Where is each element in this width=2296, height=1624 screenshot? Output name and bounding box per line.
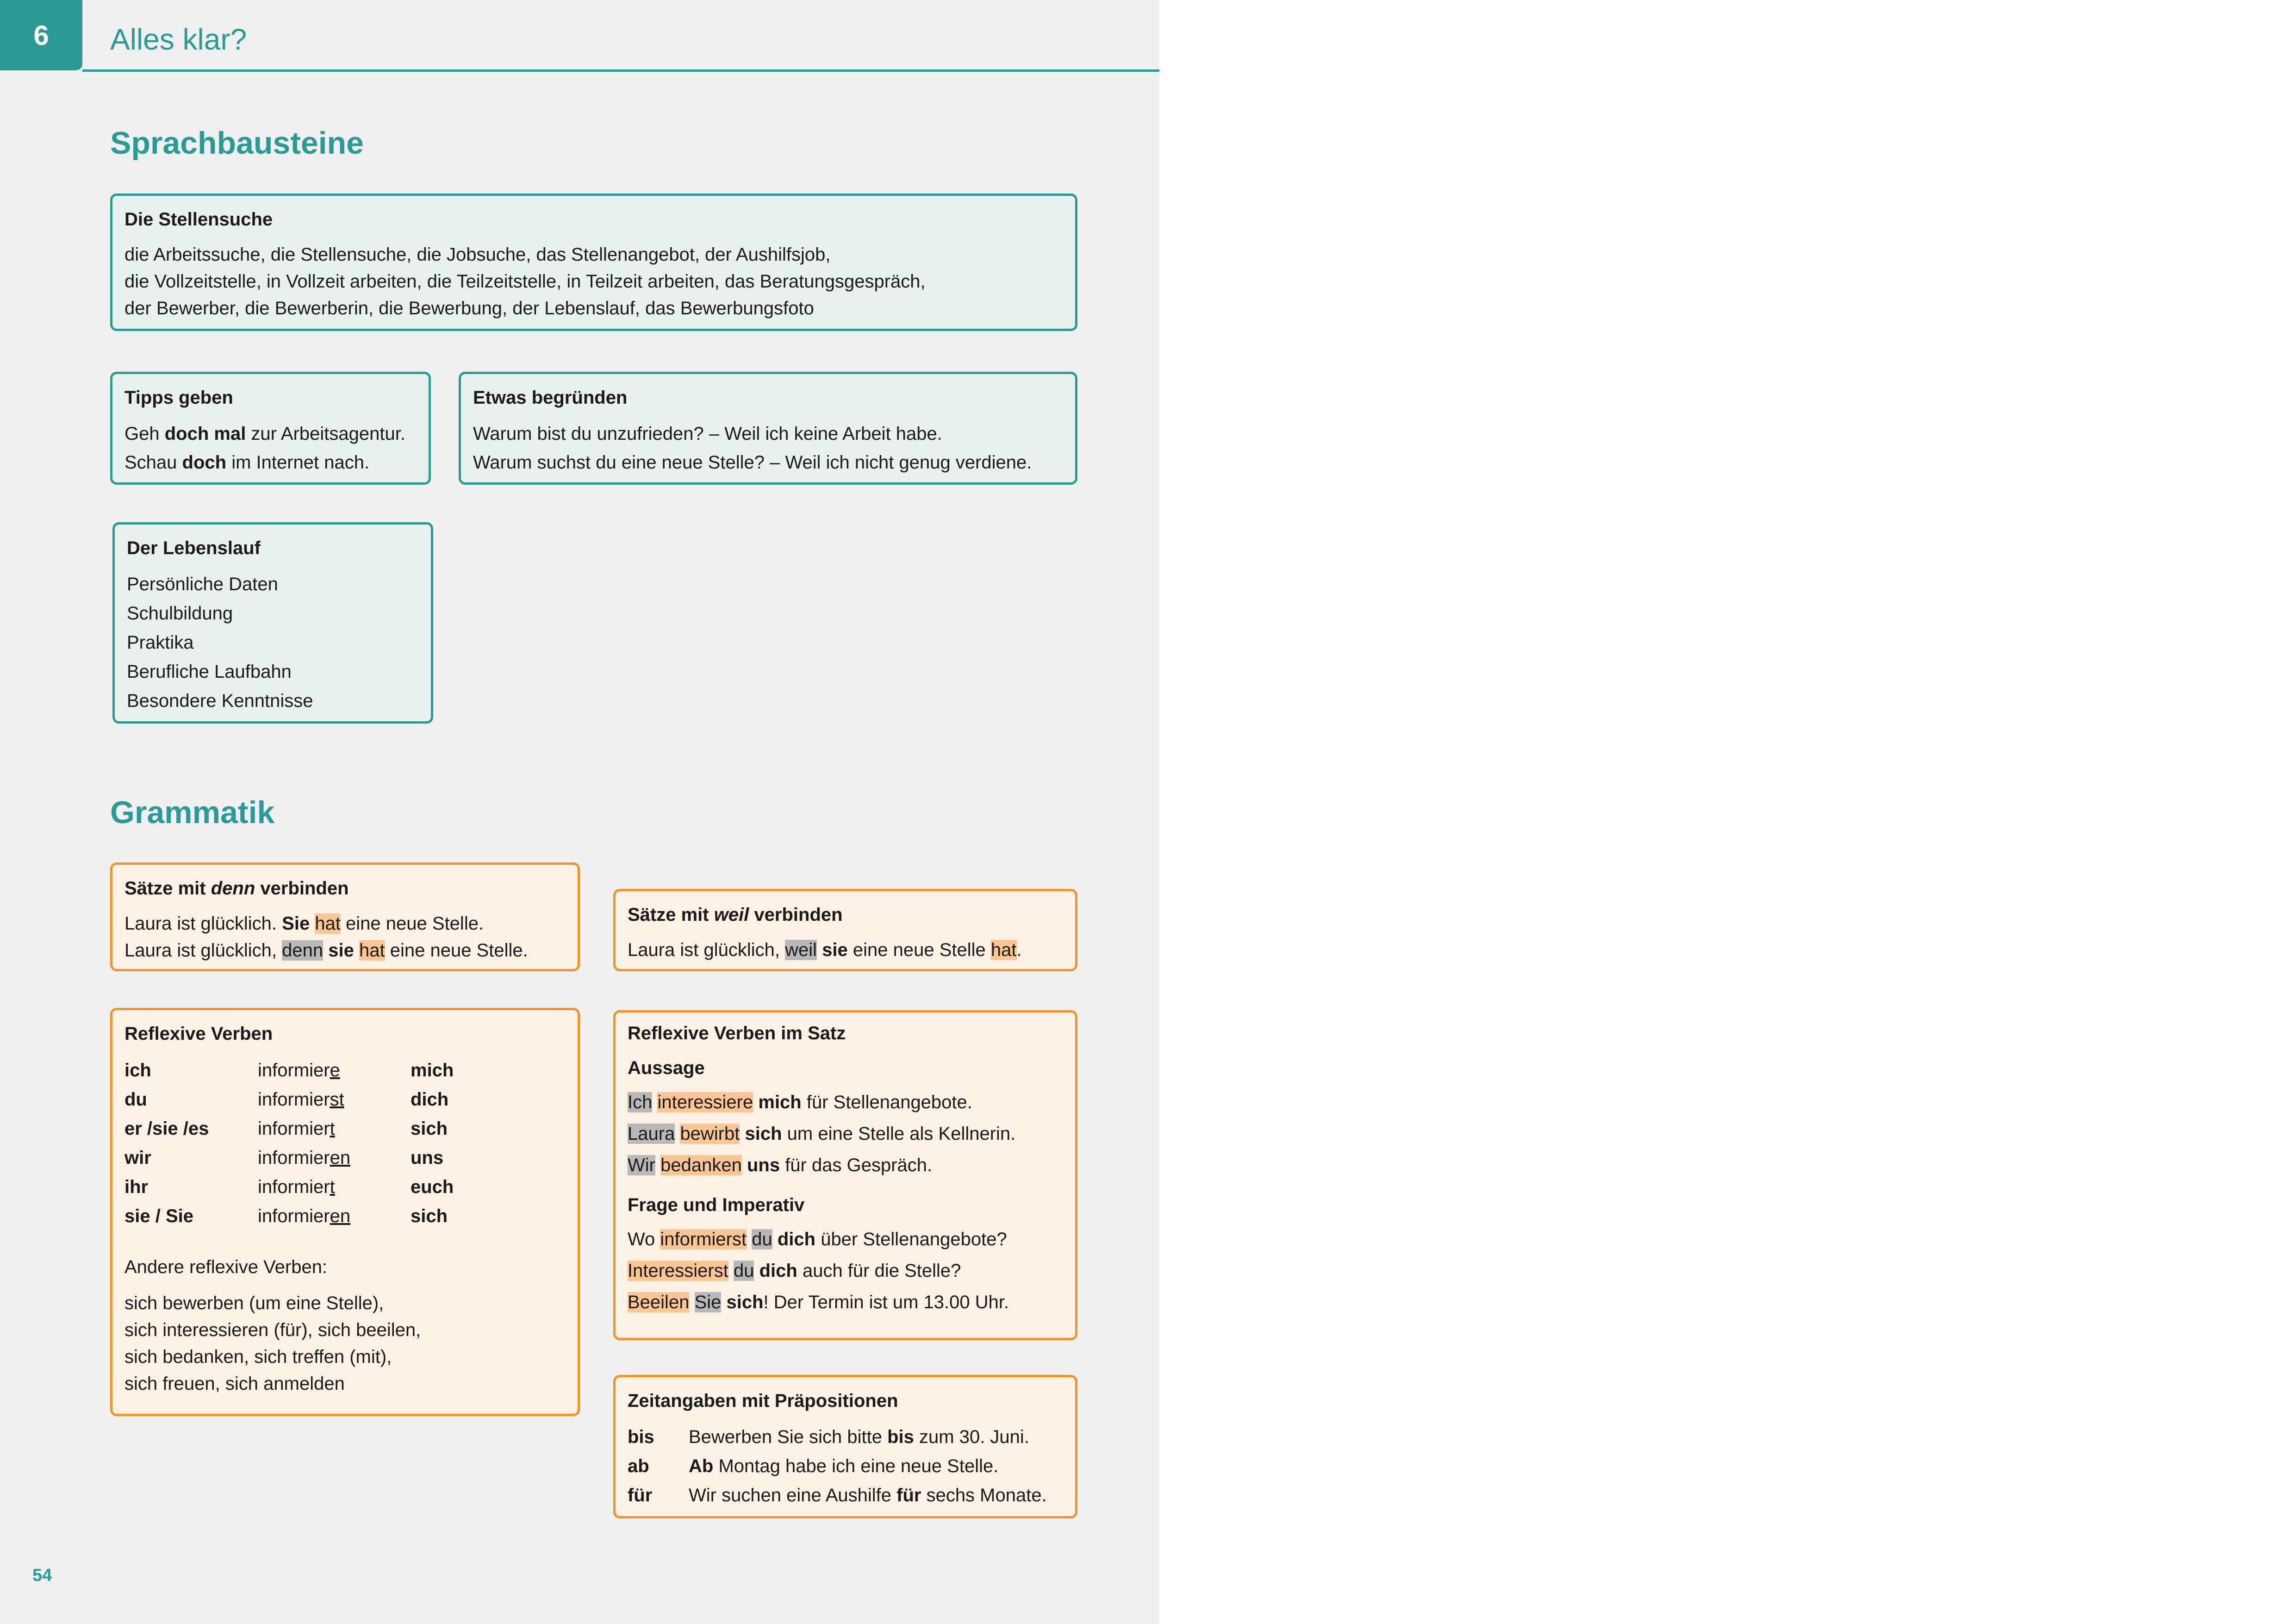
example-line: Laura bewirbt sich um eine Stelle als Kellnerin. (628, 1124, 1016, 1144)
section-title-grammatik: Grammatik (110, 795, 275, 830)
conjugation-row: du informierst dich (124, 1089, 449, 1110)
example-line: Warum bist du unzufrieden? – Weil ich keine Arbeit habe. (473, 424, 942, 444)
list-item: Persönliche Daten (127, 574, 278, 594)
box-tipps-geben (110, 372, 431, 485)
example-line: Laura ist glücklich. Sie hat eine neue Stelle. (124, 913, 484, 934)
box-title: Tipps geben (124, 387, 233, 408)
other-verbs-line: sich bedanken, sich treffen (mit), (124, 1347, 392, 1367)
other-verbs-line: sich interessieren (für), sich beeilen, (124, 1320, 421, 1340)
example-line: Wo informierst du dich über Stellenangebote? (628, 1229, 1007, 1249)
header-divider (82, 69, 1159, 72)
list-item: Berufliche Laufbahn (127, 662, 292, 682)
example-line: Laura ist glücklich, weil sie eine neue Stelle hat. (628, 940, 1022, 960)
conjugation-row: er /sie /es informiert sich (124, 1118, 448, 1139)
example-line: Warum suchst du eine neue Stelle? – Weil ich nicht genug verdiene. (473, 452, 1032, 473)
example-line: Geh doch mal zur Arbeitsagentur. (124, 424, 405, 444)
example-line: Ich interessiere mich für Stellenangebote. (628, 1092, 972, 1112)
example-line: Interessierst du dich auch für die Stelle? (628, 1261, 961, 1281)
box-title: Etwas begründen (473, 387, 628, 408)
section-title-sprachbausteine: Sprachbausteine (110, 125, 364, 161)
box-saetze-weil (613, 889, 1077, 971)
chapter-number: 6 (33, 19, 49, 51)
box-stellensuche (110, 194, 1077, 331)
example-line: Beeilen Sie sich! Der Termin ist um 13.00 Uhr. (628, 1292, 1009, 1312)
box-title: Sätze mit denn verbinden (124, 878, 349, 899)
example-line: Schau doch im Internet nach. (124, 452, 370, 473)
box-lebenslauf (112, 522, 433, 724)
box-title: Reflexive Verben im Satz (628, 1023, 846, 1043)
vocab-line: der Bewerber, die Bewerberin, die Bewerbung, der Lebenslauf, das Bewerbungsfoto (124, 298, 814, 319)
box-title: Der Lebenslauf (127, 538, 261, 558)
conjugation-row: wir informieren uns (124, 1147, 444, 1168)
chapter-title: Alles klar? (110, 23, 247, 56)
subheading-frage: Frage und Imperativ (628, 1195, 805, 1215)
page-number: 54 (32, 1566, 52, 1585)
example-row: für Wir suchen eine Aushilfe für sechs Monate. (628, 1485, 1047, 1505)
example-line: Wir bedanken uns für das Gespräch. (628, 1155, 933, 1175)
vocab-line: die Vollzeitstelle, in Vollzeit arbeiten, die Teilzeitstelle, in Teilzeit arbeiten, das Beratungsgespräch, (124, 271, 926, 292)
conjugation-table (124, 1056, 454, 1230)
box-title: Reflexive Verben (124, 1024, 273, 1044)
box-saetze-denn (110, 862, 580, 971)
other-verbs-line: sich bewerben (um eine Stelle), (124, 1293, 384, 1313)
chapter-number-tab (0, 0, 82, 70)
box-title: Zeitangaben mit Präpositionen (628, 1391, 898, 1411)
example-row: bis Bewerben Sie sich bitte bis zum 30. Juni. (628, 1427, 1029, 1447)
example-line: Laura ist glücklich, denn sie hat eine neue Stelle. (124, 940, 528, 961)
list-item: Besondere Kenntnisse (127, 691, 313, 711)
box-title: Sätze mit weil verbinden (628, 905, 843, 925)
conjugation-row: ihr informiert euch (124, 1176, 454, 1197)
list-item: Praktika (127, 632, 194, 653)
other-verbs-label: Andere reflexive Verben: (124, 1257, 328, 1277)
box-reflexive-verben-im-satz (613, 1010, 1077, 1340)
other-verbs-line: sich freuen, sich anmelden (124, 1374, 345, 1394)
subheading-aussage: Aussage (628, 1058, 705, 1078)
conjugation-row: sie / Sie informieren sich (124, 1206, 448, 1226)
box-reflexive-verben (110, 1008, 580, 1416)
vocab-line: die Arbeitssuche, die Stellensuche, die Jobsuche, das Stellenangebot, der Aushilfsjob, (124, 244, 831, 265)
box-zeitangaben (613, 1375, 1077, 1518)
list-item: Schulbildung (127, 603, 233, 624)
box-title: Die Stellensuche (124, 209, 273, 230)
example-row: ab Ab Montag habe ich eine neue Stelle. (628, 1456, 999, 1476)
conjugation-row: ich informiere mich (124, 1060, 454, 1081)
box-etwas-begruenden (459, 372, 1077, 485)
